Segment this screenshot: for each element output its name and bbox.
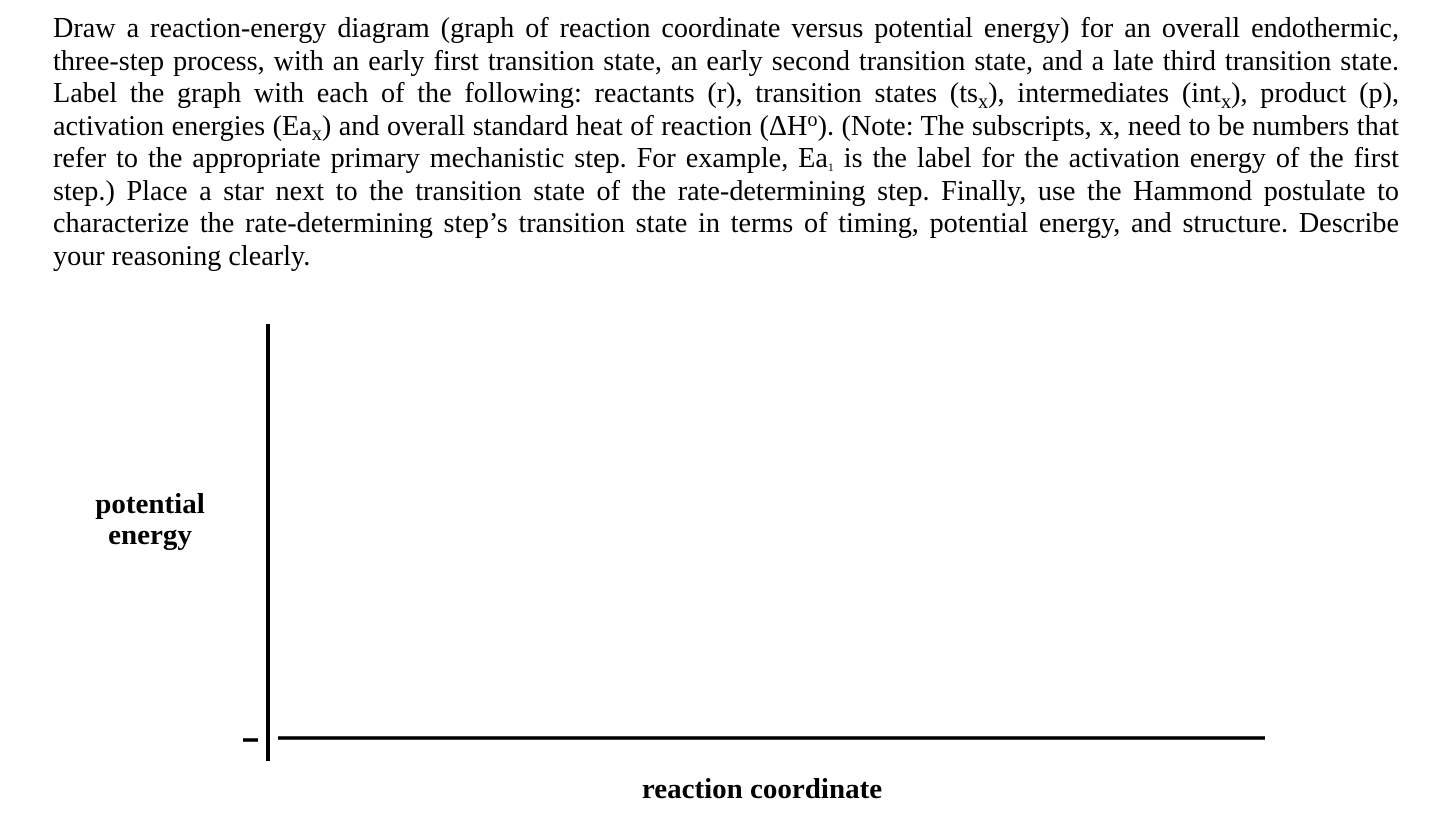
y-axis-label <box>70 489 230 551</box>
ea-subscript: x <box>311 123 322 146</box>
ts-subscript: x <box>978 90 989 113</box>
question-text-part-3: ), product (p), activation energies (Ea <box>53 78 1400 142</box>
y-axis-label-line-2: energy <box>108 519 192 551</box>
ea-example-subscript: 1 <box>827 160 834 175</box>
standard-state-superscript: o <box>807 108 818 131</box>
question-text-part-5: ). (Note: The subscripts, x, need to be numbers that refer to the appropriate primary mechanistic step. For example, Ea <box>53 110 1400 174</box>
question-text-part-6: is the label for the activation energy of the first step.) Place a star next to the transition state of the rate-determining step. Finally, use the Hammond postulate to characterize the rate-determining step’s transition state in terms of timing, potential energy, and structure. Describe your reasoning clearly. <box>53 143 1399 272</box>
question-text-part-4: ) and overall standard heat of reaction (ΔH <box>321 110 808 142</box>
y-axis-label-line-1: potential <box>95 488 205 520</box>
question-text-part-2: ), intermediates (int <box>988 78 1221 109</box>
question-text-part-1: Draw a reaction-energy diagram (graph of reaction coordinate versus potential energy) for an overall endothermic, three-step process, with an early first transition state, an early second transition state, and a late third transition state. Label the graph with each of the following: reactants (r), transition states (ts <box>53 13 1399 109</box>
x-axis-label: reaction coordinate <box>641 773 883 805</box>
int-subscript: x <box>1220 90 1232 113</box>
